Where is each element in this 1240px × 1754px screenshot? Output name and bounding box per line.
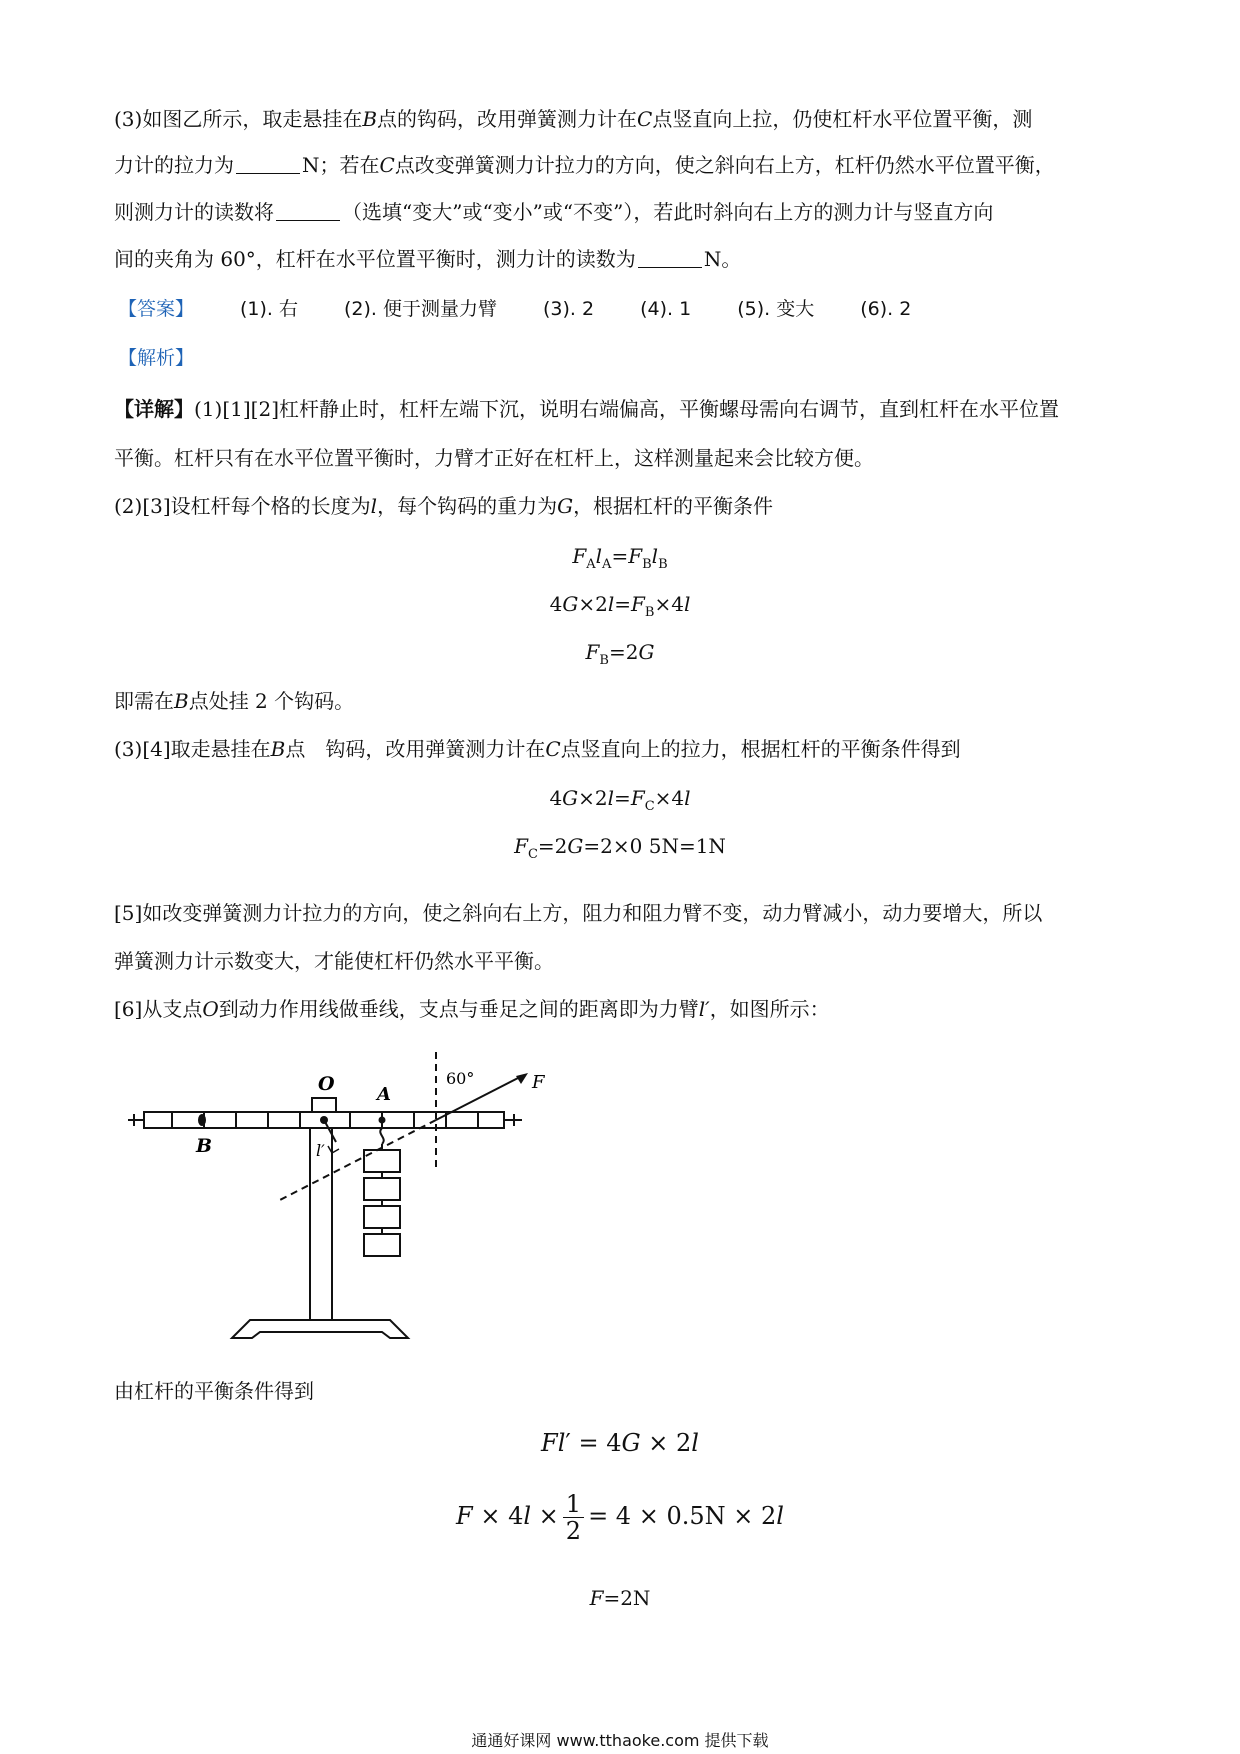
answer-item: (4). 1	[640, 298, 692, 320]
text: ，如图所示：	[709, 997, 830, 1021]
text: 点改变弹簧测力计拉力的方向，使之斜向右上方，杠杆仍然水平位置平衡，	[394, 153, 1055, 177]
equation-5: $F_C=2G=2\times 0$ 5N=1N	[514, 834, 726, 862]
question-line-3	[114, 197, 993, 227]
text: 间的夹角为 60°，杠杆在水平位置平衡时，测力计的读数为	[114, 247, 636, 271]
answer-tag: 【答案】	[118, 298, 195, 320]
answer-item: (2). 便于测量力臂	[344, 298, 498, 320]
right-angle-mark	[328, 1146, 339, 1153]
text: 平衡。杠杆只有在水平位置平衡时，力臂才正好在杠杆上，这样测量起来会比较方便。	[114, 446, 874, 470]
answer-blank	[276, 198, 340, 221]
point-A-marker	[379, 1117, 386, 1124]
answer-item: (3). 2	[543, 298, 595, 320]
detail-line-6	[114, 898, 1042, 928]
text: 点竖直向上的拉力，根据杠杆的平衡条件得到	[560, 737, 961, 761]
answer-item: (6). 2	[860, 298, 912, 320]
point-C: C	[379, 153, 395, 177]
force-arrowhead	[516, 1073, 528, 1084]
var-lprime: l′	[698, 997, 710, 1021]
label-F: F	[532, 1072, 545, 1093]
analysis-tag: 【解析】	[118, 347, 195, 369]
detail-line-2	[114, 443, 874, 473]
pivot-block	[312, 1098, 336, 1112]
text: （选填“变大”或“变小”或“不变”），若此时斜向右上方的测力计与竖直方向	[342, 200, 994, 224]
detail-line-7	[114, 946, 554, 976]
text: (3)[4]取走悬挂在	[114, 737, 271, 761]
fraction-numerator: 1	[563, 1491, 584, 1518]
point-O: O	[202, 997, 219, 1021]
label-B: B	[196, 1135, 213, 1157]
action-line-extension	[276, 1120, 436, 1202]
text: N。	[703, 247, 742, 271]
point-B: B	[362, 107, 378, 131]
equation-3: $F_B=2G$	[585, 640, 655, 668]
lever-diagram	[120, 1050, 560, 1360]
point-C: C	[637, 107, 653, 131]
text: [6]从支点	[114, 997, 203, 1021]
detail-line-4	[114, 686, 354, 716]
answer-blank	[236, 151, 300, 174]
text: 则测力计的读数将	[114, 200, 274, 224]
detail-line-8	[114, 994, 830, 1024]
point-B-marker	[198, 1114, 206, 1126]
label-A: A	[377, 1084, 391, 1105]
detail-line-5	[114, 734, 961, 764]
answer-blank	[638, 245, 702, 268]
text: 点 钩码，改用弹簧测力计在	[285, 737, 546, 761]
var-G: G	[557, 494, 574, 518]
lever-arm-line	[324, 1120, 336, 1142]
equation-2: $4G\times 2l=F_B\times 4l$	[549, 592, 691, 620]
text: N；若在	[302, 153, 380, 177]
text: 点处挂 2 个钩码。	[188, 689, 355, 713]
text: ，每个钩码的重力为	[377, 494, 558, 518]
label-O: O	[318, 1073, 335, 1095]
analysis-line	[118, 342, 194, 373]
equation-7: F × 4l × $\frac{1}{2}$ = 4 × 0.5N × 2l	[456, 1490, 784, 1545]
answer-item: (5). 变大	[737, 298, 815, 320]
equation-6: Fl′ = 4G × 2l	[541, 1429, 699, 1457]
fraction	[563, 1491, 584, 1544]
var-l: l	[370, 494, 378, 518]
question-line-2	[114, 150, 1055, 180]
text: 点竖直向上拉，仍使杠杆水平位置平衡，测	[652, 107, 1033, 131]
text: (2)[3]设杠杆每个格的长度为	[114, 494, 371, 518]
detail-line-3	[114, 491, 773, 521]
equation-4: $4G\times 2l=F_C\times 4l$	[549, 786, 691, 814]
answer-line	[118, 293, 911, 324]
detail-line-1	[114, 394, 1059, 424]
label-lprime: l′	[316, 1141, 325, 1160]
point-C: C	[545, 737, 561, 761]
text: (3)如图乙所示，取走悬挂在	[114, 107, 363, 131]
text: [5]如改变弹簧测力计拉力的方向，使之斜向右上方，阻力和阻力臂不变，动力臂减小，动力要增大，所以	[114, 901, 1043, 925]
text: (1)[1][2]杠杆静止时，杠杆左端下沉，说明右端偏高，平衡螺母需向右调节，直到杠杆在水平位置	[194, 397, 1059, 421]
question-line-4	[114, 244, 741, 274]
question-line-1	[114, 104, 1032, 134]
fraction-denominator: 2	[565, 1517, 582, 1545]
equation-8: F=2N	[589, 1586, 651, 1610]
text: 力计的拉力为	[114, 153, 234, 177]
detail-tag: 【详解】	[114, 397, 194, 421]
equation-1: $F_Al_A=F_Bl_B$	[572, 544, 668, 572]
text: ，根据杠杆的平衡条件	[573, 494, 774, 518]
point-B: B	[270, 737, 286, 761]
text: 到动力作用线做垂线，支点与垂足之间的距离即为力臂	[218, 997, 699, 1021]
answer-item: (1). 右	[240, 298, 299, 320]
text: 点的钩码，改用弹簧测力计在	[377, 107, 638, 131]
text: 由杠杆的平衡条件得到	[114, 1379, 314, 1403]
text: 弹簧测力计示数变大，才能使杠杆仍然水平平衡。	[114, 949, 554, 973]
detail-line-9	[114, 1376, 314, 1406]
text: 即需在	[114, 689, 174, 713]
point-B: B	[174, 689, 189, 713]
footer: 通通好课网 www.tthaoke.com 提供下载	[471, 1731, 769, 1750]
label-angle: 60°	[446, 1069, 475, 1088]
